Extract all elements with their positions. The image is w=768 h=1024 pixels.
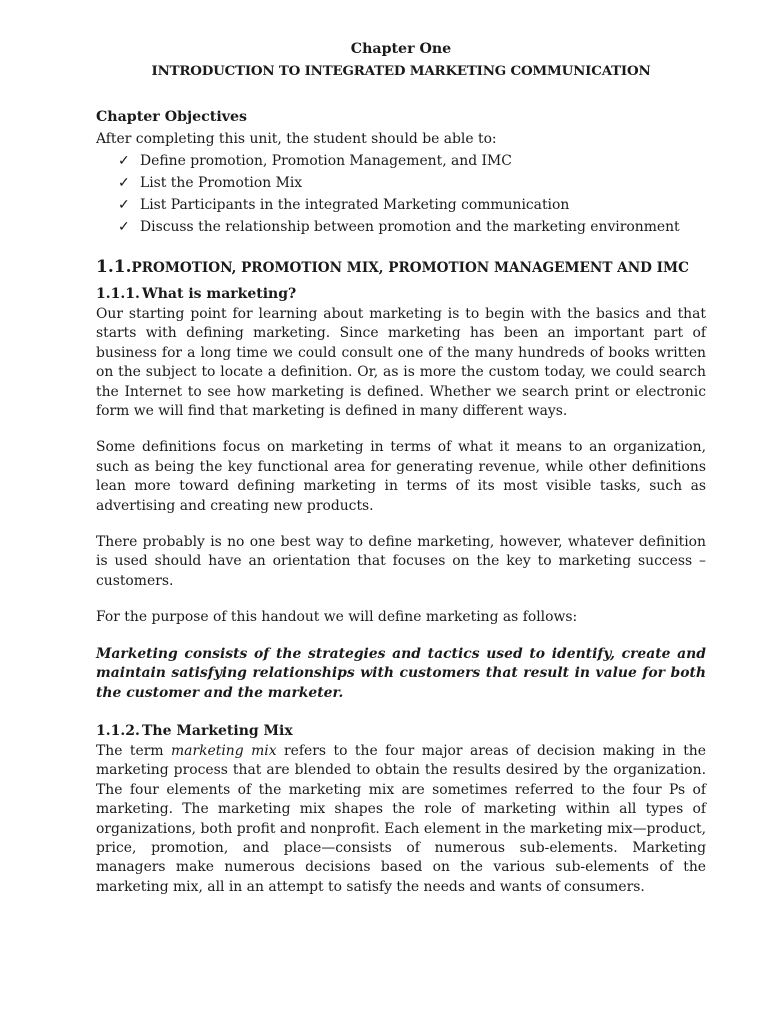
chapter-title: INTRODUCTION TO INTEGRATED MARKETING COMMUNICATION <box>151 63 651 79</box>
objective-text: List the Promotion Mix <box>140 175 303 191</box>
list-item <box>118 172 706 194</box>
section-title: PROMOTION, PROMOTION MIX, PROMOTION MANAGEMENT AND IMC <box>131 260 689 276</box>
check-icon: ✓ <box>118 197 130 213</box>
objectives-heading: Chapter Objectives <box>96 109 247 125</box>
paragraph: For the purpose of this handout we will define marketing as follows: <box>96 609 578 626</box>
marketing-mix-term: marketing mix <box>171 742 277 759</box>
document-page <box>96 38 706 897</box>
subsection-heading-marketing-mix <box>96 720 706 742</box>
paragraph-marketing-mix <box>96 742 706 897</box>
marketing-definition: Marketing consists of the strategies and tactics used to identify, create and maintain satisfying relationships with customers that result in value for both the customer and the marketer. <box>96 645 706 701</box>
paragraph: There probably is no one best way to define marketing, however, whatever definition is used should have an orientation that focuses on the key to marketing success – customers. <box>96 534 706 589</box>
chapter-label: Chapter One <box>350 41 452 57</box>
subsection-number: 1.1.1. <box>96 286 140 302</box>
subsection-title: What is marketing? <box>142 286 297 302</box>
subsection-heading-marketing <box>96 283 706 305</box>
section-number: 1.1. <box>96 257 132 277</box>
paragraph: Our starting point for learning about marketing is to begin with the basics and that starts with defining marketing. Since marketing has been an important part of business for a long time we could consult one of the many hundreds of books written on the subject to locate a definition. Or, as is more the custom today, we could search the Internet to see how marketing is defined. Whether we search print or electronic form we will find that marketing is defined in many different ways. <box>96 306 706 420</box>
objective-text: Discuss the relationship between promotion and the marketing environment <box>140 219 680 235</box>
objectives-list <box>96 150 706 238</box>
list-item <box>118 194 706 216</box>
check-icon: ✓ <box>118 175 130 191</box>
section-heading <box>96 254 706 281</box>
objective-text: Define promotion, Promotion Management, and IMC <box>140 153 512 169</box>
subsection-number: 1.1.2. <box>96 722 140 739</box>
objectives-intro: After completing this unit, the student should be able to: <box>96 131 497 147</box>
subsection-title: The Marketing Mix <box>142 722 293 739</box>
check-icon: ✓ <box>118 153 130 169</box>
check-icon: ✓ <box>118 219 130 235</box>
paragraph-lead: The term <box>96 742 172 759</box>
list-item <box>118 216 706 238</box>
paragraph: Some definitions focus on marketing in terms of what it means to an organization, such as being the key functional area for generating revenue, while other definitions lean more toward defining marketing in terms of its most visible tasks, such as advertising and creating new products. <box>96 439 706 514</box>
objective-text: List Participants in the integrated Marketing communication <box>140 197 570 213</box>
list-item <box>118 150 706 172</box>
paragraph-rest: refers to the four major areas of decision making in the marketing process that are blended to obtain the results desired by the organization. The four elements of the marketing mix are sometimes referred to the four Ps of marketing. The marketing mix shapes the role of marketing within all types of organizations, both profit and nonprofit. Each element in the marketing mix—product, price, promotion, and place—consists of numerous sub-elements. Marketing managers make numerous decisions based on the various sub-elements of the marketing mix, all in an attempt to satisfy the needs and wants of consumers. <box>96 742 706 895</box>
